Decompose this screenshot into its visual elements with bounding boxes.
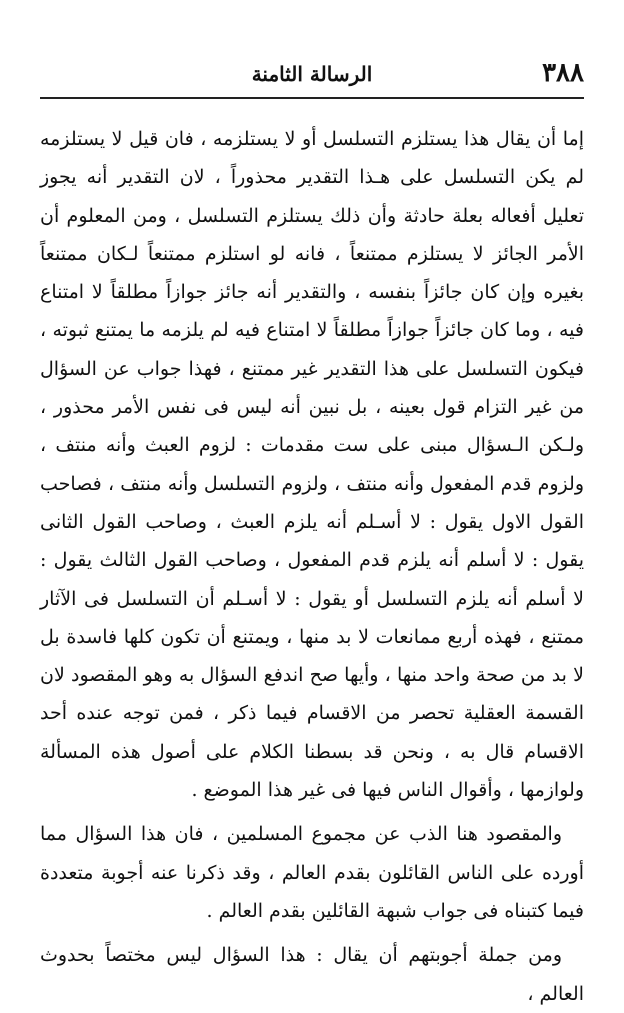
running-title: الرسالة الثامنة <box>251 62 373 86</box>
body-text <box>40 120 584 1013</box>
paragraph-2: والمقصود هنا الذب عن مجموع المسلمين ، فان هذا السؤال مما أورده على الناس القائلون بقدم العالم ، وقد ذكرنا عنه أجوبة متعددة فيما كتبناه فى جواب شبهة القائلين بقدم العالم . <box>40 823 584 922</box>
paragraph-1: إما أن يقال هذا يستلزم التسلسل أو لا يستلزمه ، فان قيل لا يستلزمه لم يكن التسلسل على هـذا التقدير محذوراً ، لان التقدير أنه يجوز تعليل أفعاله بعلة حادثة وأن ذلك يستلزم التسلسل ، ومن المعلوم أن الأمر الجائز لا يستلزم ممتنعاً ، فانه لو استلزم ممتنعاً لـكان ممتنعاً بغيره وإن كان جائزاً بنفسه ، والتقدير أنه جائز جوازاً مطلقاً لا امتناع فيه ، وما كان جائزاً جوازاً مطلقاً لا امتناع فيه لم يلزمه ما يمتنع ثبوته ، فيكون التسلسل على هذا التقدير غير ممتنع ، فهذا جواب عن السؤال من غير التزام قول بعينه ، بل نبين أنه ليس فى نفس الأمر محذور ، ولـكن الـسؤال مبنى على ست مقدمات : لزوم العبث وأنه منتف ، ولزوم قدم المفعول وأنه منتف ، ولزوم التسلسل وأنه منتف ، فصاحب القول الاول يقول : لا أسـلم أنه يلزم العبث ، وصاحب القول الثانى يقول : لا أسلم أنه يلزم قدم المفعول ، وصاحب القول الثالث يقول : لا أسلم أنه يلزم التسلسل أو يقول : لا أسـلم أن التسلسل فى الآثار ممتنع ، فهذه أربع ممانعات لا بد منها ، ويمتنع أن تكون كلها فاسدة بل لا بد من صحة واحد منها ، وأيها صح اندفع السؤال به وهو المقصود لان القسمة العقلية تحصر من الاقسام فيما ذكر ، فمن توجه عنده أحد الاقسام قال به ، ونحن قد بسطنا الكلام على أصول هذه المسألة ولوازمها ، وأقوال الناس فيها فى غير هذا الموضع . <box>40 128 584 802</box>
header-divider <box>40 97 584 99</box>
page-header <box>40 56 584 96</box>
page-number: ٣٨٨ <box>542 58 584 88</box>
paragraph-3: ومن جملة أجوبتهم أن يقال : هذا السؤال ليس مختصاً بحدوث العالم ، <box>40 944 584 1005</box>
